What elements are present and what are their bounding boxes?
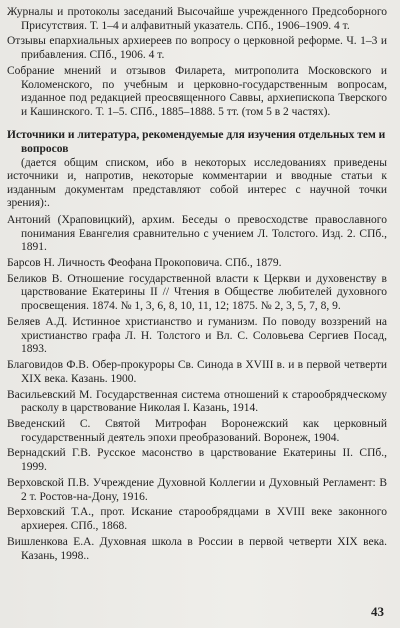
bibliography-entry: Вишленкова Е.А. Духовная школа в России в первой четверти XIX века. Казань, 1998..	[7, 535, 387, 562]
section-note: (дается общим списком, ибо в некоторых исследованиях приведены источники и, напротив, некоторые комментарии и вводные статьи к изданным документам представляют собой интерес с научной точки зрения):.	[7, 156, 387, 210]
bibliography-top	[7, 6, 387, 119]
bibliography-entry: Журналы и протоколы заседаний Высочайше учрежденного Предсоборного Присутствия. Т. 1–4 и алфавитный указатель. СПб., 1906–1909. 4 т.	[7, 6, 387, 32]
page-number: 43	[371, 604, 384, 619]
bibliography-entry: Антоний (Храповицкий), архим. Беседы о превосходстве православного понимания Евангелия сравнительно с учением Л. Толстого. Изд. 2. СПб., 1891.	[7, 213, 387, 254]
bibliography-entry: Барсов Н. Личность Феофана Прокоповича. СПб., 1879.	[7, 256, 282, 269]
bibliography-entry: Верховский Т.А., прот. Искание старообрядцами в XVIII веке законного архиерея. СПб., 1868.	[7, 506, 387, 533]
bibliography-entry: Благовидов Ф.В. Обер-прокуроры Св. Синода в XVIII в. и в первой четверти XIX века. Казань. 1900.	[7, 359, 387, 385]
bibliography-entry: Вернадский Г.В. Русское масонство в царствование Екатерины II. СПб., 1999.	[7, 447, 387, 474]
bibliography-entry: Собрание мнений и отзывов Филарета, митрополита Московского и Коломенского, по учебным и церковно-государственным вопросам, изданное под редакцией преосвященного Саввы, архиепископа Тверского и Кашинского. Т. 1–5. СПб., 1885–1888. 5 тт. (том 5 в 2 частях).	[7, 64, 387, 118]
bibliography-entry: Верховской П.В. Учреждение Духовной Коллегии и Духовный Регламент: В 2 т. Ростов-на-Дону, 1916.	[7, 476, 387, 503]
bibliography-entry: Беликов В. Отношение государственной власти к Церкви и духовенству в царствование Екатерины II // Чтения в Обществе любителей духовного просвещения. 1874. № 1, 3, 6, 8, 10, 11, 12; 1875. № 2, 3, 5, 7, 8, 9.	[7, 272, 387, 313]
bibliography-entry: Беляев А.Д. Истинное христианство и гуманизм. По поводу воззрений на христианство графа Л. Н. Толстого и Вл. С. Соловьева Сергиев Посад, 1893.	[7, 315, 387, 356]
section-heading: Источники и литература, рекомендуемые для изучения отдельных тем и вопросов	[7, 129, 386, 155]
bibliography-entry: Васильевский М. Государственная система отношений к старообрядческому расколу в царствование Николая I. Казань, 1914.	[7, 388, 387, 415]
bibliography-list	[7, 214, 387, 563]
bibliography-entry: Введенский С. Святой Митрофан Воронежский как церковный государственный деятель эпохи преобразований. Воронеж, 1904.	[7, 418, 387, 444]
bibliography-entry: Отзывы епархиальных архиереев по вопросу о церковной реформе. Ч. 1–3 и прибавления. СПб., 1906. 4 т.	[7, 35, 387, 62]
